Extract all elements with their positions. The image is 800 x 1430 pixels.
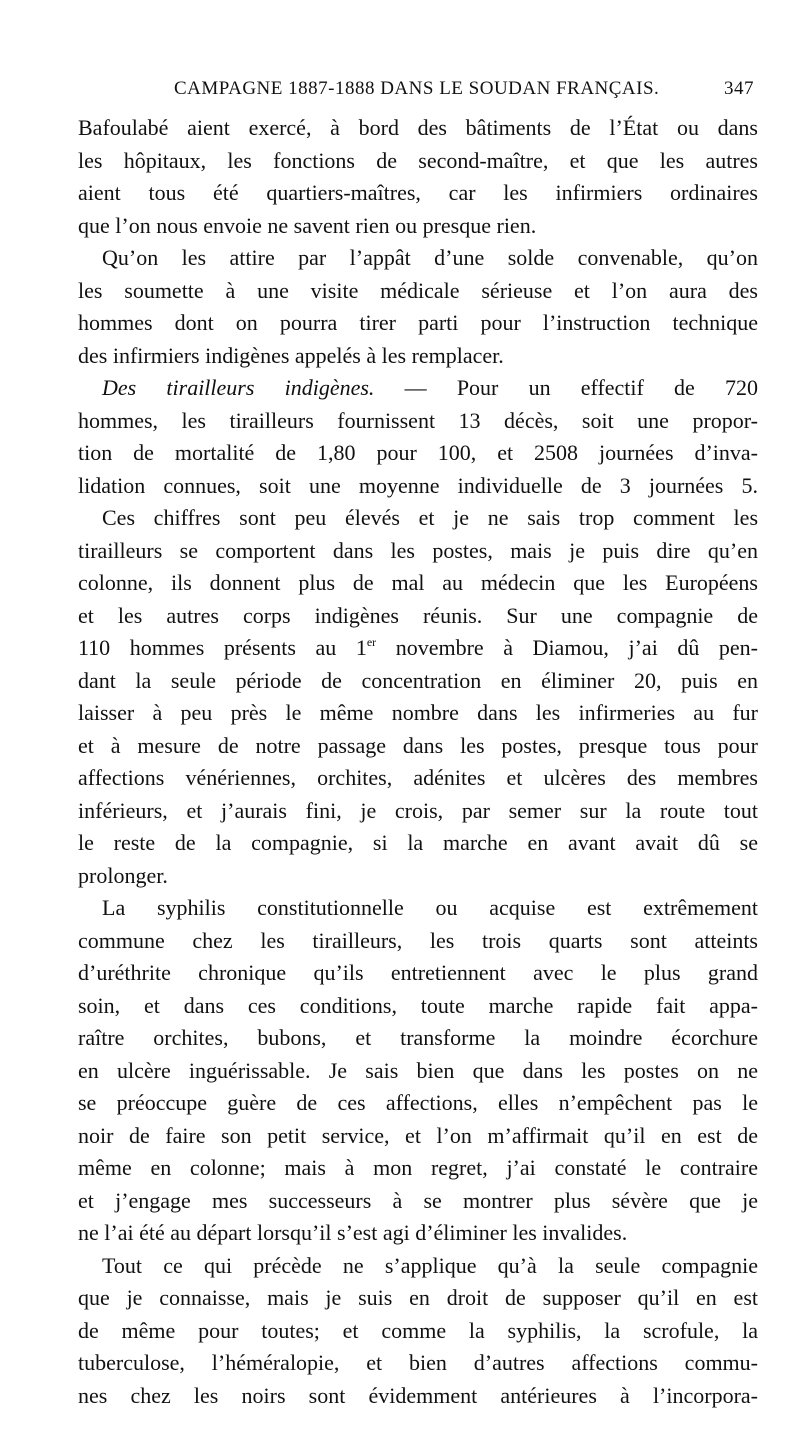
text-line: soin, et dans ces conditions, toute marche rapide fait appa- — [78, 992, 758, 1018]
text-line: les soumette à une visite médicale sérieuse et l’on aura des — [78, 277, 758, 303]
text-line: hommes, les tirailleurs fournissent 13 décès, soit une propor- — [78, 407, 758, 433]
text-line: de même pour toutes; et comme la syphilis, la scrofule, la — [78, 1317, 758, 1343]
text-line: se préoccupe guère de ces affections, elles n’empêchent pas le — [78, 1090, 758, 1115]
text-line: colonne, ils donnent plus de mal au médecin que les Européens — [78, 570, 758, 595]
text-line: en ulcère inguérissable. Je sais bien que dans les postes on ne — [78, 1057, 758, 1083]
text-line: Bafoulabé aient exercé, à bord des bâtiments de l’État ou dans — [78, 115, 758, 140]
text-line: noir de faire son petit service, et l’on m’affirmait qu’il en est de — [78, 1122, 758, 1148]
text-fragment: novembre à Diamou, j’ai dû pen- — [376, 635, 759, 660]
text-fragment: 110 hommes présents au 1 — [78, 635, 367, 660]
text-line: des infirmiers indigènes appelés à les remplacer. — [78, 342, 504, 368]
running-title: CAMPAGNE 1887-1888 DANS LE SOUDAN FRANÇAIS. — [174, 78, 660, 99]
body-text — [78, 112, 758, 1412]
text-line: et les autres corps indigènes réunis. Sur une compagnie de — [78, 602, 758, 628]
text-line: le reste de la compagnie, si la marche en avant avait dû se — [78, 830, 758, 855]
text-line: que je connaisse, mais je suis en droit de supposer qu’il en est — [78, 1285, 758, 1310]
text-line: que l’on nous envoie ne savent rien ou presque rien. — [78, 212, 537, 238]
text-line: prolonger. — [78, 862, 168, 888]
section-heading-line — [78, 372, 758, 405]
text-line: lidation connues, soit une moyenne individuelle de 3 journées 5. — [78, 472, 758, 498]
text-line: Ces chiffres sont peu élevés et je ne sais trop comment les — [102, 505, 758, 530]
text-line: d’uréthrite chronique qu’ils entretiennent avec le plus grand — [78, 960, 758, 985]
page-number: 347 — [724, 78, 754, 99]
text-line: raître orchites, bubons, et transforme la moindre écorchure — [78, 1025, 758, 1050]
superscript: er — [366, 635, 377, 649]
text-line: et à mesure de notre passage dans les postes, presque tous pour — [78, 732, 758, 758]
text-line: affections vénériennes, orchites, adénites et ulcères des membres — [78, 765, 758, 790]
text-line: laisser à peu près le même nombre dans les infirmeries au fur — [78, 700, 758, 725]
text-fragment: — Pour un effectif de 720 — [404, 375, 758, 400]
text-line-with-superscript — [78, 632, 758, 665]
text-line: tion de mortalité de 1,80 pour 100, et 2508 journées d’inva- — [78, 440, 758, 465]
text-line: inférieurs, et j’aurais fini, je crois, par semer sur la route tout — [78, 797, 758, 823]
text-line: et j’engage mes successeurs à se montrer plus sévère que je — [78, 1187, 758, 1213]
text-line: aient tous été quartiers-maîtres, car les infirmiers ordinaires — [78, 180, 758, 205]
text-line: les hôpitaux, les fonctions de second-maître, et que les autres — [78, 147, 758, 173]
text-line: même en colonne; mais à mon regret, j’ai constaté le contraire — [78, 1155, 758, 1180]
text-line: ne l’ai été au départ lorsqu’il s’est agi d’éliminer les invalides. — [78, 1220, 628, 1245]
text-line: Tout ce qui précède ne s’applique qu’à la seule compagnie — [102, 1252, 758, 1278]
text-line: dant la seule période de concentration en éliminer 20, puis en — [78, 667, 758, 693]
page-header — [78, 78, 760, 108]
italic-section-heading: Des tirailleurs indigènes. — [102, 375, 375, 400]
text-line: tuberculose, l’héméralopie, et bien d’autres affections commu- — [78, 1350, 758, 1375]
text-line: commune chez les tirailleurs, les trois quarts sont atteints — [78, 927, 758, 953]
text-line: hommes dont on pourra tirer parti pour l’instruction technique — [78, 310, 758, 335]
text-line: Qu’on les attire par l’appât d’une solde convenable, qu’on — [102, 245, 758, 270]
text-line: nes chez les noirs sont évidemment antérieures à l’incorpora- — [78, 1382, 758, 1408]
text-line: tirailleurs se comportent dans les postes, mais je puis dire qu’en — [78, 537, 758, 563]
text-line: La syphilis constitutionnelle ou acquise est extrêmement — [102, 895, 758, 920]
